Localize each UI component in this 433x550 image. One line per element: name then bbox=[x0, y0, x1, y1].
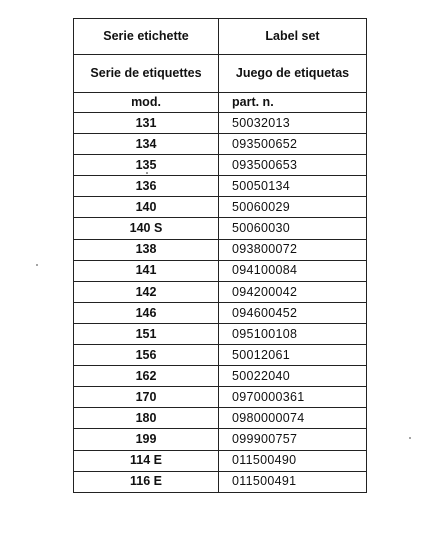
part-number-cell: 093500653 bbox=[219, 155, 367, 176]
table-row bbox=[74, 239, 367, 260]
part-number-cell: 094600452 bbox=[219, 302, 367, 323]
label-set-table bbox=[73, 18, 367, 493]
label-set-sheet bbox=[73, 18, 366, 493]
table-row bbox=[74, 408, 367, 429]
part-number-cell: 011500490 bbox=[219, 450, 367, 471]
part-number-cell: 095100108 bbox=[219, 323, 367, 344]
table-row bbox=[74, 366, 367, 387]
table-row bbox=[74, 302, 367, 323]
header-spanish-2: Juego de etiquetas bbox=[219, 55, 367, 93]
header-row-2 bbox=[74, 55, 367, 93]
table-row bbox=[74, 176, 367, 197]
scan-speck bbox=[146, 172, 148, 174]
model-cell: 151 bbox=[74, 323, 219, 344]
model-cell: 141 bbox=[74, 260, 219, 281]
part-number-cell: 094100084 bbox=[219, 260, 367, 281]
model-cell: 170 bbox=[74, 387, 219, 408]
table-row bbox=[74, 387, 367, 408]
table-row bbox=[74, 260, 367, 281]
table-row bbox=[74, 471, 367, 492]
part-number-cell: 094200042 bbox=[219, 281, 367, 302]
header-english: Label set bbox=[219, 19, 367, 55]
model-cell: 156 bbox=[74, 345, 219, 366]
part-number-cell: 011500491 bbox=[219, 471, 367, 492]
model-cell: 180 bbox=[74, 408, 219, 429]
table-row bbox=[74, 134, 367, 155]
part-number-cell: 0980000074 bbox=[219, 408, 367, 429]
model-cell: 116 E bbox=[74, 471, 219, 492]
part-number-cell: 50022040 bbox=[219, 366, 367, 387]
part-number-cell: 50060029 bbox=[219, 197, 367, 218]
column-header-part: part. n. bbox=[219, 93, 367, 113]
model-cell: 134 bbox=[74, 134, 219, 155]
model-cell: 199 bbox=[74, 429, 219, 450]
part-number-cell: 50032013 bbox=[219, 113, 367, 134]
scan-speck bbox=[36, 264, 38, 266]
table-row bbox=[74, 323, 367, 344]
model-cell: 162 bbox=[74, 366, 219, 387]
table-row bbox=[74, 450, 367, 471]
part-number-cell: 099900757 bbox=[219, 429, 367, 450]
table-row bbox=[74, 281, 367, 302]
model-cell: 136 bbox=[74, 176, 219, 197]
column-header-row bbox=[74, 93, 367, 113]
header-spanish-1: Serie de etiquettes bbox=[74, 55, 219, 93]
model-cell: 142 bbox=[74, 281, 219, 302]
model-cell: 114 E bbox=[74, 450, 219, 471]
scan-speck bbox=[409, 437, 411, 439]
column-header-mod: mod. bbox=[74, 93, 219, 113]
table-row bbox=[74, 345, 367, 366]
header-italian: Serie etichette bbox=[74, 19, 219, 55]
table-row bbox=[74, 429, 367, 450]
model-cell: 146 bbox=[74, 302, 219, 323]
part-number-cell: 093800072 bbox=[219, 239, 367, 260]
model-cell: 135 bbox=[74, 155, 219, 176]
model-cell: 140 bbox=[74, 197, 219, 218]
part-number-cell: 50050134 bbox=[219, 176, 367, 197]
model-cell: 138 bbox=[74, 239, 219, 260]
table-row bbox=[74, 197, 367, 218]
header-row-1 bbox=[74, 19, 367, 55]
model-cell: 140 S bbox=[74, 218, 219, 239]
part-number-cell: 50060030 bbox=[219, 218, 367, 239]
part-number-cell: 50012061 bbox=[219, 345, 367, 366]
part-number-cell: 0970000361 bbox=[219, 387, 367, 408]
part-number-cell: 093500652 bbox=[219, 134, 367, 155]
model-cell: 131 bbox=[74, 113, 219, 134]
table-row bbox=[74, 155, 367, 176]
table-row bbox=[74, 113, 367, 134]
table-row bbox=[74, 218, 367, 239]
